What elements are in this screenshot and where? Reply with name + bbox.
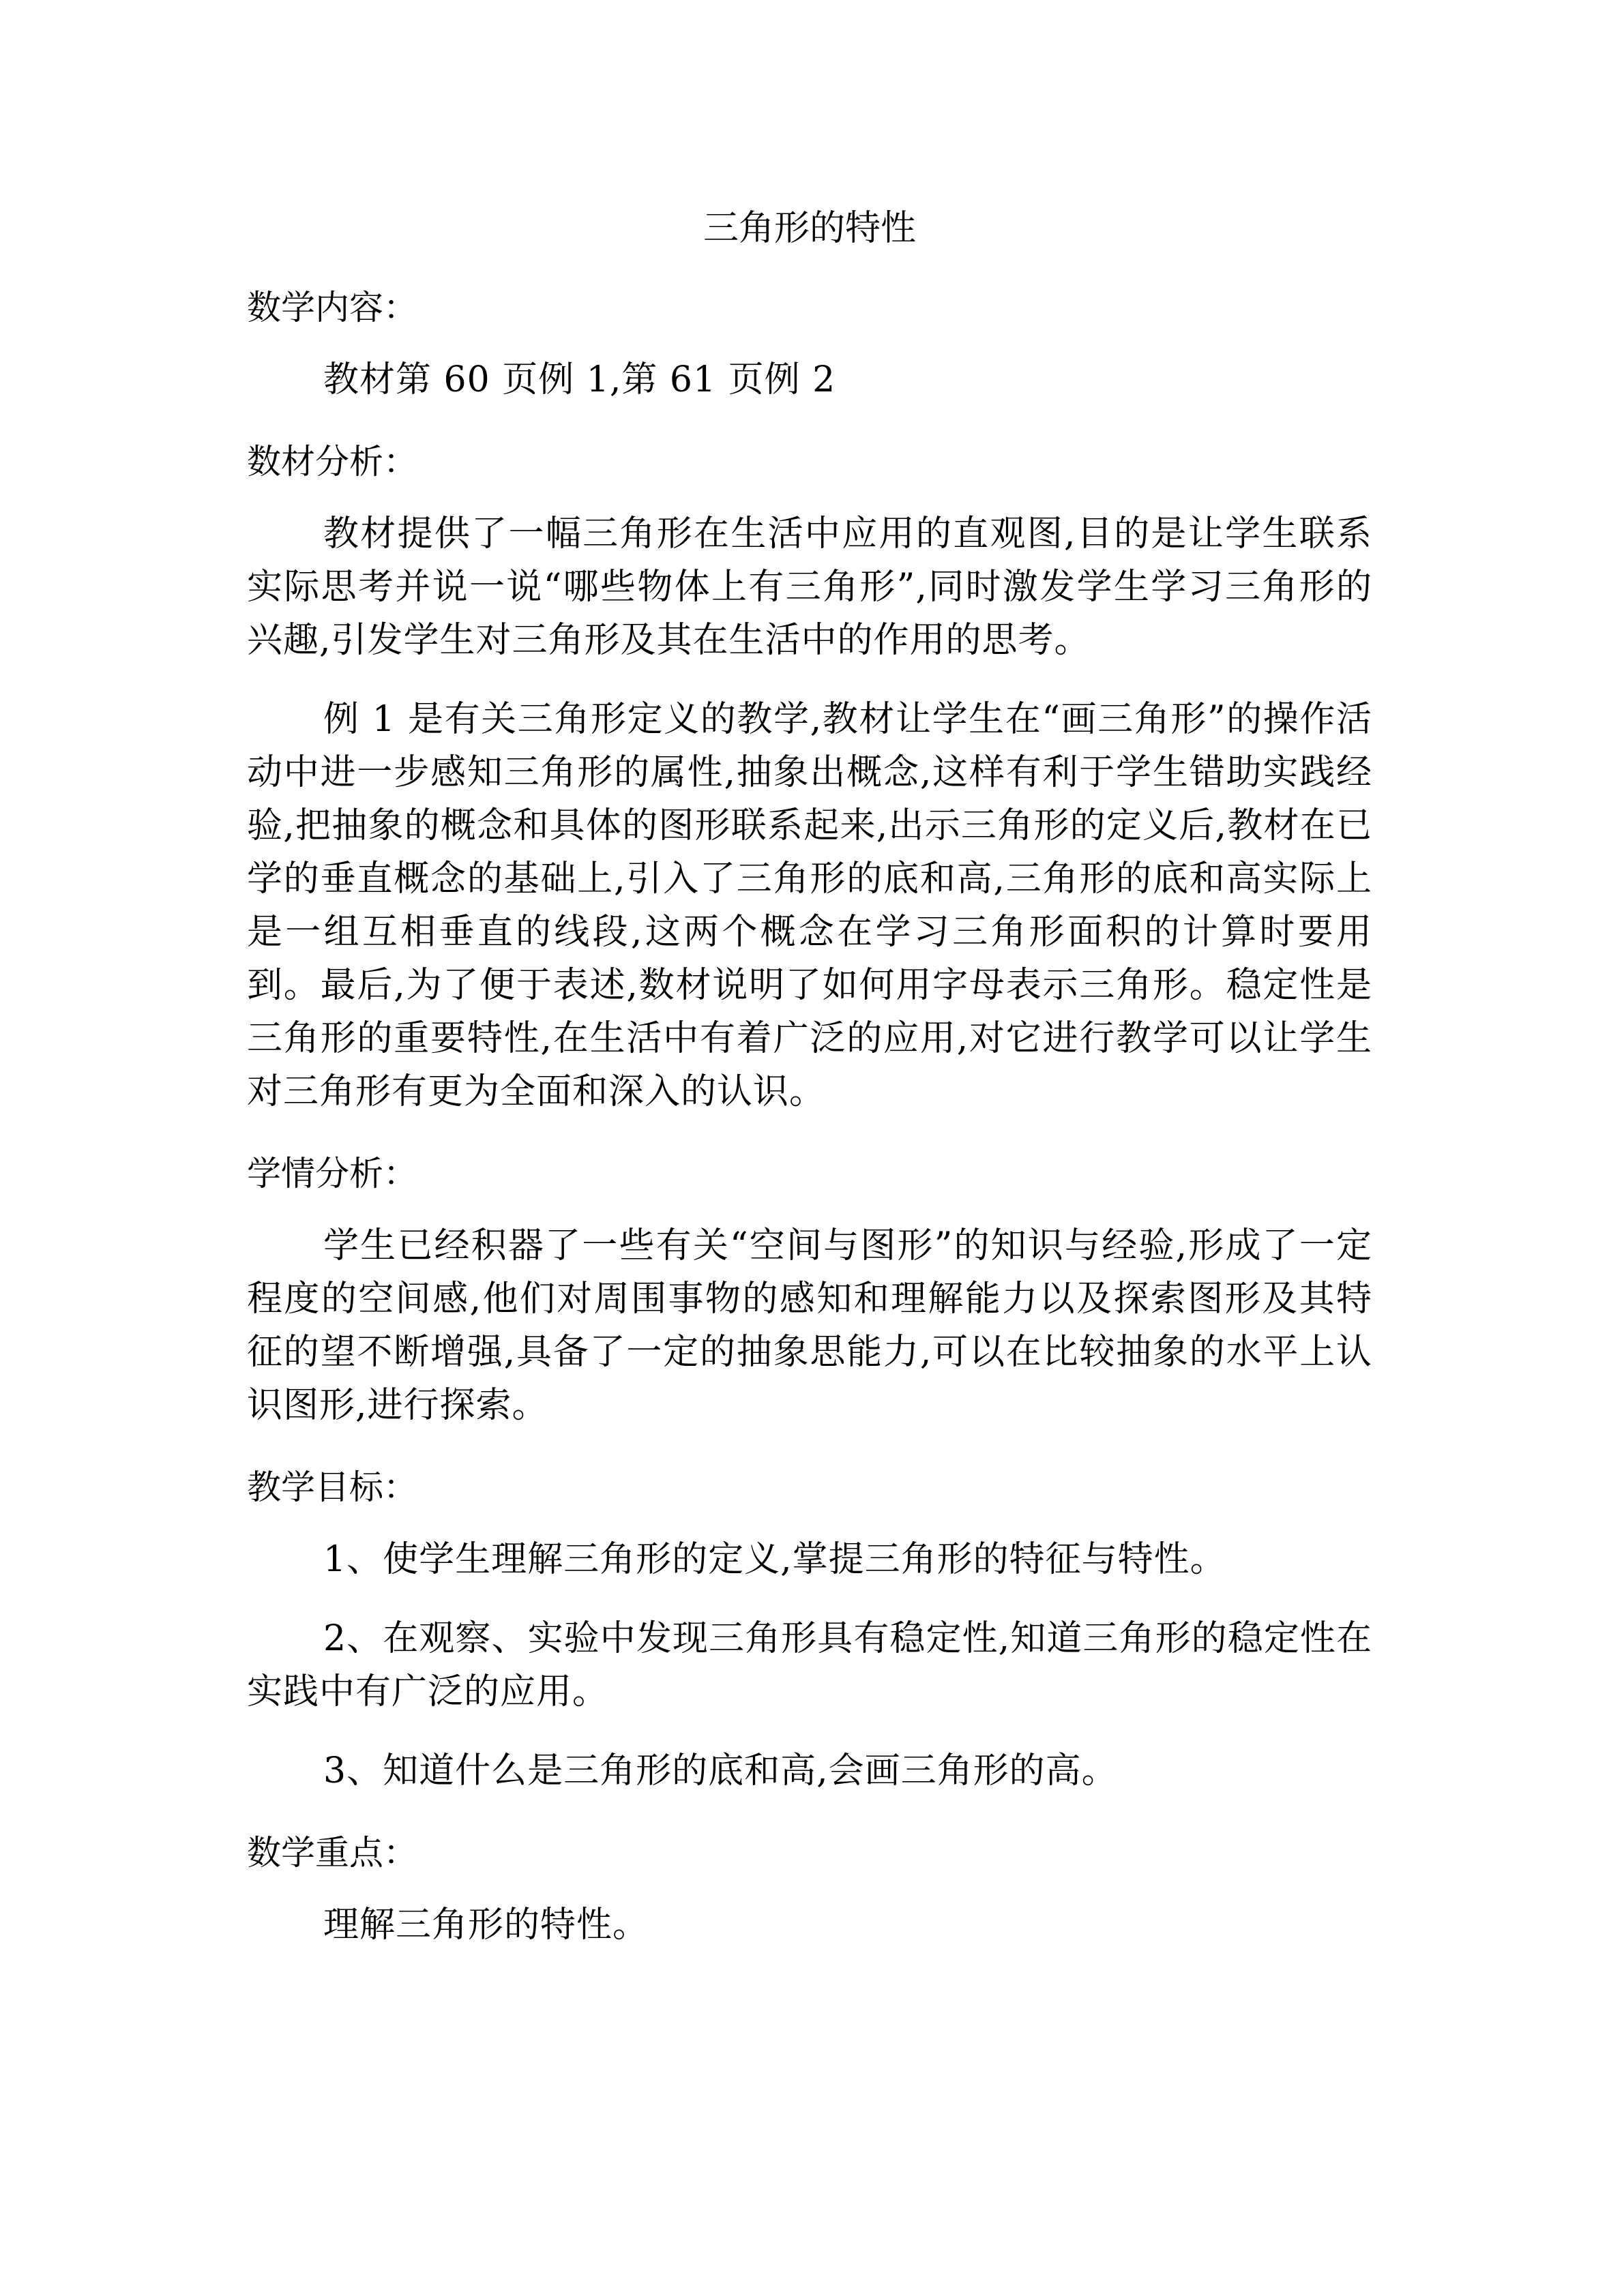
document-content bbox=[247, 198, 1372, 1978]
section-textbook-analysis bbox=[247, 432, 1372, 1118]
section-teaching-goals bbox=[247, 1458, 1372, 1798]
section-math-content bbox=[247, 278, 1372, 406]
section-paragraph: 学生已经积器了一些有关“空间与图形”的知识与经验,形成了一定程度的空间感,他们对周围事物的感知和理解能力以及探索图形及其特征的望不断增强,具备了一定的抽象思能力,可以在比较抽象的水平上认识图形,进行探索。 bbox=[247, 1225, 1372, 1426]
section-heading: 教学目标： bbox=[247, 1467, 417, 1507]
section-heading: 数材分析： bbox=[247, 442, 417, 481]
section-paragraph: 理解三角形的特性。 bbox=[323, 1905, 649, 1945]
section-heading: 数学内容： bbox=[247, 288, 417, 327]
document-title: 三角形的特性 bbox=[703, 208, 916, 249]
section-key-points bbox=[247, 1823, 1372, 1952]
section-heading: 学情分析： bbox=[247, 1154, 417, 1193]
goal-item: 3、知道什么是三角形的底和高,会画三角形的高。 bbox=[323, 1750, 1118, 1791]
goal-item: 2、在观察、实验中发现三角形具有稳定性,知道三角形的稳定性在实践中有广泛的应用。 bbox=[247, 1618, 1372, 1712]
goal-item: 1、使学生理解三角形的定义,掌提三角形的特征与特性。 bbox=[323, 1539, 1226, 1580]
section-heading: 数学重点： bbox=[247, 1833, 417, 1873]
section-student-analysis bbox=[247, 1144, 1372, 1432]
section-paragraph: 例 1 是有关三角形定义的教学,教材让学生在“画三角形”的操作活动中进一步感知三角形的属性,抽象出概念,这样有利于学生错助实践经验,把抽象的概念和具体的图形联系起来,出示三角形的定义后,教材在已学的垂直概念的基础上,引入了三角形的底和高,三角形的底和高实际上是一组互相垂直的线段,这两个概念在学习三角形面积的计算时要用到。最后,为了便于表述,数材说明了如何用字母表示三角形。稳定性是三角形的重要特性,在生活中有着广泛的应用,对它进行教学可以让学生对三角形有更为全面和深入的认识。 bbox=[247, 699, 1372, 1112]
section-paragraph: 教材第 60 页例 1,第 61 页例 2 bbox=[323, 359, 836, 400]
section-paragraph: 教材提供了一幅三角形在生活中应用的直观图,目的是让学生联系实际思考并说一说“哪些物体上有三角形”,同时激发学生学习三角形的兴趣,引发学生对三角形及其在生活中的作用的思考。 bbox=[247, 513, 1372, 661]
